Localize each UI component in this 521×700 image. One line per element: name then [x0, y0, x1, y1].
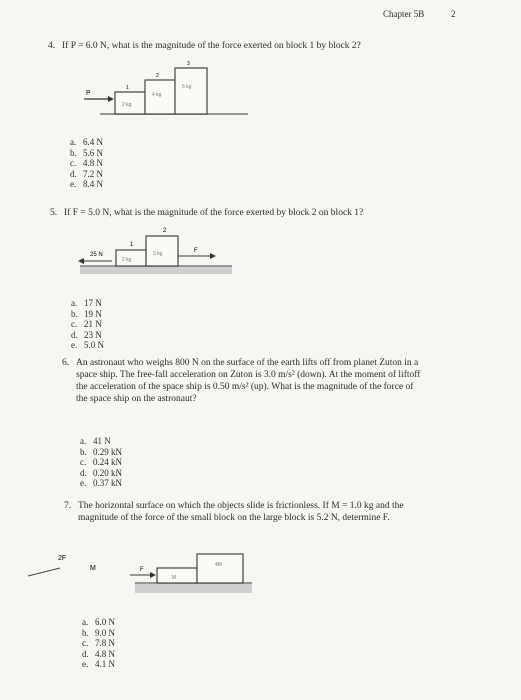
block-1-mass: 2 kg	[122, 102, 132, 108]
block-3-mass: 6 kg	[182, 84, 192, 90]
surface-hatch	[80, 267, 232, 274]
force-arrowhead	[210, 253, 216, 259]
block-3	[175, 68, 207, 114]
chapter-header: Chapter 5B	[383, 9, 425, 19]
question-text: If P = 6.0 N, what is the magnitude of the force exerted on block 1 by block 2?	[62, 41, 361, 51]
choice-a[interactable]: a. 17 N	[71, 298, 102, 308]
question-number: 7.	[64, 501, 72, 511]
question-number: 4.	[48, 41, 56, 51]
block-1-label: 1	[126, 85, 129, 91]
small-block-mass: M	[172, 575, 177, 581]
choice-c[interactable]: c. 7.8 N	[82, 638, 115, 649]
question-text-line-3: the acceleration of the space ship is 0.50 m/s² (up). What is the magnitude of the force of	[76, 382, 414, 392]
block-2-label: 2	[156, 73, 159, 79]
small-block	[157, 568, 197, 583]
small-mass-annotation: M	[90, 565, 96, 572]
question-text-line-2: space ship. The free-fall acceleration on Zuton is 3.0 m/s² (down). At the moment of liftoff	[76, 370, 421, 380]
force-arrowhead	[108, 96, 114, 102]
large-block-mass: 4M	[215, 562, 222, 568]
choice-d[interactable]: d. 23 N	[71, 329, 102, 340]
choice-e[interactable]: e. 0.37 kN	[80, 478, 122, 489]
choice-e[interactable]: e. 4.1 N	[82, 659, 115, 670]
question-7	[64, 500, 509, 524]
answer-choices-6	[80, 436, 122, 489]
answer-choices-7	[82, 617, 115, 670]
page-number: 2	[451, 9, 456, 19]
question-6	[62, 357, 512, 405]
question-text-line-4: the space ship on the astronaut?	[76, 394, 197, 404]
answer-choices-4	[70, 137, 103, 190]
choice-a[interactable]: a. 6.0 N	[82, 617, 115, 627]
choice-d[interactable]: d. 4.8 N	[82, 648, 115, 659]
question-number: 5.	[50, 208, 58, 218]
surface-hatch	[135, 584, 252, 593]
left-force-label: 2F	[58, 555, 67, 562]
block-2-mass: 4 kg	[152, 92, 162, 98]
choice-d[interactable]: d. 0.20 kN	[80, 467, 122, 478]
force-label: F	[194, 248, 198, 254]
choice-e[interactable]: e. 5.0 N	[71, 340, 104, 351]
block-3-label: 3	[187, 61, 190, 67]
question-text-line-2: magnitude of the force of the small block on the large block is 5.2 N, determine F.	[78, 513, 390, 523]
left-force-arrowhead	[78, 258, 84, 264]
block-1-mass: 2 kg	[122, 257, 132, 263]
left-force-arrow	[28, 568, 60, 576]
choice-c[interactable]: c. 4.8 N	[70, 158, 103, 169]
answer-choices-5	[71, 298, 104, 351]
question-text-line-1: The horizontal surface on which the objects slide is frictionless. If M = 1.0 kg and the	[78, 501, 404, 511]
question-text: If F = 5.0 N, what is the magnitude of the force exerted by block 2 on block 1?	[64, 208, 364, 218]
choice-a[interactable]: a. 6.4 N	[70, 137, 103, 147]
choice-c[interactable]: c. 21 N	[71, 319, 102, 330]
large-block	[197, 554, 243, 583]
block-1-label: 1	[130, 242, 134, 248]
choice-c[interactable]: c. 0.24 kN	[80, 457, 122, 468]
choice-b[interactable]: b. 19 N	[71, 308, 102, 319]
choice-e[interactable]: e. 8.4 N	[70, 179, 103, 190]
question-text-line-1: An astronaut who weighs 800 N on the surface of the earth lifts off from planet Zuton in a	[76, 358, 419, 368]
left-force-label: 25 N	[90, 252, 103, 258]
force-label: P	[86, 90, 91, 97]
choice-a[interactable]: a. 41 N	[80, 436, 111, 446]
block-2-mass: 3 kg	[153, 251, 163, 257]
choice-b[interactable]: b. 5.6 N	[70, 147, 103, 158]
force-arrowhead	[150, 572, 156, 578]
force-label: F	[140, 567, 144, 573]
choice-d[interactable]: d. 7.2 N	[70, 168, 103, 179]
choice-b[interactable]: b. 9.0 N	[82, 627, 115, 638]
question-5	[50, 207, 363, 219]
big-small-block-diagram	[20, 540, 260, 604]
two-blocks-diagram	[70, 222, 250, 284]
block-2-label: 2	[163, 228, 167, 234]
choice-b[interactable]: b. 0.29 kN	[80, 446, 122, 457]
question-number: 6.	[62, 358, 70, 368]
three-blocks-diagram	[70, 58, 250, 120]
question-4	[48, 40, 361, 52]
